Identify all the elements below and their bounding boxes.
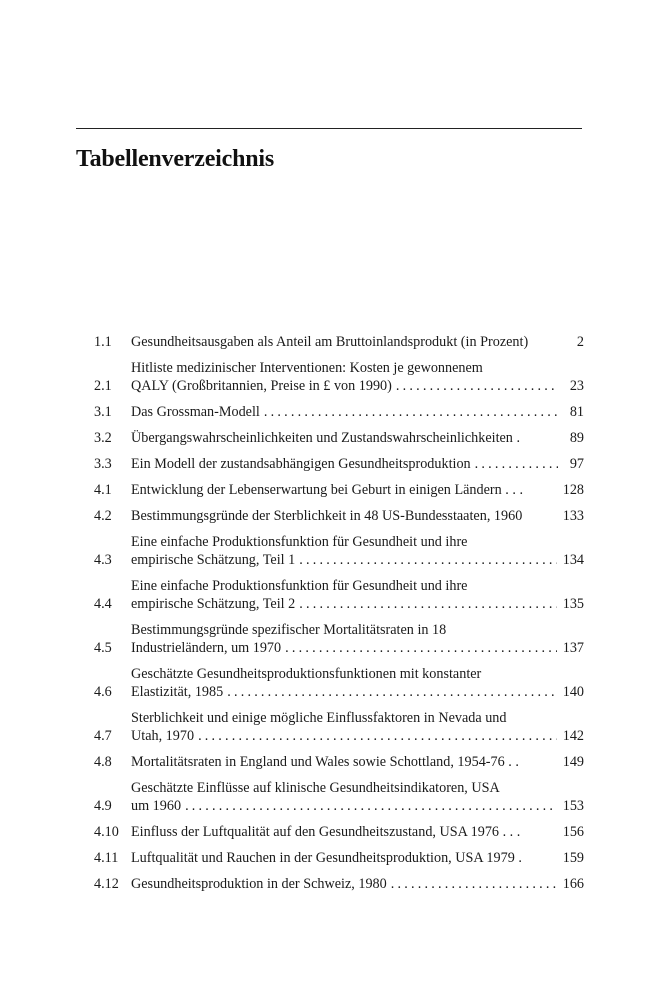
entry-title-line: Übergangswahrscheinlichkeiten und Zustandswahrscheinlichkeiten . — [131, 430, 520, 446]
entry-last-line — [131, 823, 584, 841]
entry-number: 4.12 — [94, 876, 119, 892]
page-number: 81 — [569, 404, 584, 420]
page-number: 128 — [562, 482, 584, 498]
entry-text — [131, 429, 584, 447]
entry-title-line: Geschätzte Einflüsse auf klinische Gesundheitsindikatoren, USA — [131, 780, 500, 796]
toc-entry — [94, 779, 584, 815]
page-title: Tabellenverzeichnis — [76, 146, 274, 172]
header-rule — [76, 128, 582, 129]
entry-text — [131, 333, 584, 351]
page-number: 135 — [562, 596, 584, 612]
dot-leader — [392, 377, 558, 395]
entry-number: 4.2 — [94, 508, 112, 524]
toc-entry — [94, 429, 584, 447]
entry-text — [131, 823, 584, 841]
entry-text — [131, 533, 584, 569]
entry-text — [131, 481, 584, 499]
toc-entry — [94, 709, 584, 745]
dot-leader — [471, 455, 558, 473]
page-number: 159 — [562, 850, 584, 866]
page-number: 153 — [562, 798, 584, 814]
toc-entry — [94, 665, 584, 701]
entry-text — [131, 665, 584, 701]
entry-title-line: um 1960 — [131, 798, 182, 814]
dot-leader — [194, 727, 557, 745]
entry-text — [131, 621, 584, 657]
page-number: 23 — [569, 378, 584, 394]
entry-last-line — [131, 849, 584, 867]
entry-text — [131, 455, 584, 473]
entry-last-line — [131, 403, 584, 421]
page-number: 97 — [569, 456, 584, 472]
page-number: 156 — [562, 824, 584, 840]
entry-text — [131, 849, 584, 867]
entry-title-line: Utah, 1970 — [131, 728, 195, 744]
entry-last-line — [131, 753, 584, 771]
entry-last-line — [131, 797, 584, 815]
entry-last-line — [131, 377, 584, 395]
entry-last-line — [131, 875, 584, 893]
entry-text — [131, 507, 584, 525]
toc-entry — [94, 533, 584, 569]
entry-title-line: Gesundheitsausgaben als Anteil am Bruttoinlandsprodukt (in Prozent) — [131, 334, 529, 350]
entry-title-line: empirische Schätzung, Teil 2 — [131, 596, 296, 612]
entry-number: 4.4 — [94, 596, 112, 612]
entry-text — [131, 779, 584, 815]
entry-number: 3.1 — [94, 404, 112, 420]
entry-title-line: Sterblichkeit und einige mögliche Einflussfaktoren in Nevada und — [131, 710, 507, 726]
entry-title-line: Bestimmungsgründe der Sterblichkeit in 48 US-Bundesstaaten, 1960 — [131, 508, 523, 524]
entry-number: 4.9 — [94, 798, 112, 814]
entry-number: 4.3 — [94, 552, 112, 568]
toc-entry — [94, 333, 584, 351]
entry-title-line: Entwicklung der Lebenserwartung bei Geburt in einigen Ländern . . . — [131, 482, 523, 498]
entry-last-line — [131, 683, 584, 701]
entry-last-line — [131, 455, 584, 473]
page-number: 140 — [562, 684, 584, 700]
entry-number: 4.5 — [94, 640, 112, 656]
toc-entry — [94, 455, 584, 473]
dot-leader — [223, 683, 557, 701]
entry-text — [131, 577, 584, 613]
entry-last-line — [131, 551, 584, 569]
toc-entry — [94, 849, 584, 867]
entry-title-line: Industrieländern, um 1970 — [131, 640, 282, 656]
entry-title-line: Das Grossman-Modell — [131, 404, 260, 420]
entry-title-line: QALY (Großbritannien, Preise in £ von 1990) — [131, 378, 392, 394]
entry-title-line: Gesundheitsproduktion in der Schweiz, 1980 — [131, 876, 387, 892]
entry-number: 2.1 — [94, 378, 112, 394]
entry-title-line: Mortalitätsraten in England und Wales sowie Schottland, 1954-76 . . — [131, 754, 519, 770]
dot-leader — [281, 639, 557, 657]
dot-leader — [295, 595, 556, 613]
entry-number: 4.7 — [94, 728, 112, 744]
dot-leader — [181, 797, 557, 815]
entry-title-line: Eine einfache Produktionsfunktion für Gesundheit und ihre — [131, 578, 468, 594]
entry-number: 4.1 — [94, 482, 112, 498]
dot-leader — [387, 875, 557, 893]
entry-last-line — [131, 639, 584, 657]
toc-entry — [94, 481, 584, 499]
page-number: 134 — [562, 552, 584, 568]
entry-title-line: Luftqualität und Rauchen in der Gesundheitsproduktion, USA 1979 . — [131, 850, 522, 866]
entry-text — [131, 359, 584, 395]
entry-text — [131, 875, 584, 893]
entry-number: 4.6 — [94, 684, 112, 700]
toc-entry — [94, 403, 584, 421]
entry-last-line — [131, 429, 584, 447]
toc-entry — [94, 621, 584, 657]
toc-entry — [94, 577, 584, 613]
entry-last-line — [131, 333, 584, 351]
entry-text — [131, 753, 584, 771]
entry-title-line: Eine einfache Produktionsfunktion für Gesundheit und ihre — [131, 534, 468, 550]
entry-number: 3.2 — [94, 430, 112, 446]
entry-number: 1.1 — [94, 334, 112, 350]
toc-entry — [94, 507, 584, 525]
entry-title-line: Geschätzte Gesundheitsproduktionsfunktionen mit konstanter — [131, 666, 482, 682]
page-number: 2 — [576, 334, 584, 350]
entry-title-line: Elastizität, 1985 — [131, 684, 224, 700]
page-number: 133 — [562, 508, 584, 524]
entry-number: 4.11 — [94, 850, 119, 866]
entry-text — [131, 403, 584, 421]
entry-last-line — [131, 727, 584, 745]
page-number: 89 — [569, 430, 584, 446]
dot-leader — [260, 403, 558, 421]
entry-number: 4.10 — [94, 824, 119, 840]
page-number: 149 — [562, 754, 584, 770]
entry-number: 3.3 — [94, 456, 112, 472]
toc-entry — [94, 875, 584, 893]
page-number: 137 — [562, 640, 584, 656]
entry-title-line: Einfluss der Luftqualität auf den Gesundheitszustand, USA 1976 . . . — [131, 824, 521, 840]
dot-leader — [295, 551, 556, 569]
entry-last-line — [131, 481, 584, 499]
toc-entry — [94, 753, 584, 771]
entry-title-line: Bestimmungsgründe spezifischer Mortalitätsraten in 18 — [131, 622, 447, 638]
page-number: 142 — [562, 728, 584, 744]
entry-last-line — [131, 507, 584, 525]
entry-number: 4.8 — [94, 754, 112, 770]
toc-entry — [94, 823, 584, 841]
entry-text — [131, 709, 584, 745]
page-number: 166 — [562, 876, 584, 892]
entry-last-line — [131, 595, 584, 613]
toc-entry — [94, 359, 584, 395]
entry-title-line: empirische Schätzung, Teil 1 — [131, 552, 296, 568]
entry-title-line: Ein Modell der zustandsabhängigen Gesundheitsproduktion — [131, 456, 471, 472]
table-list — [94, 333, 584, 893]
entry-title-line: Hitliste medizinischer Interventionen: Kosten je gewonnenem — [131, 360, 483, 376]
